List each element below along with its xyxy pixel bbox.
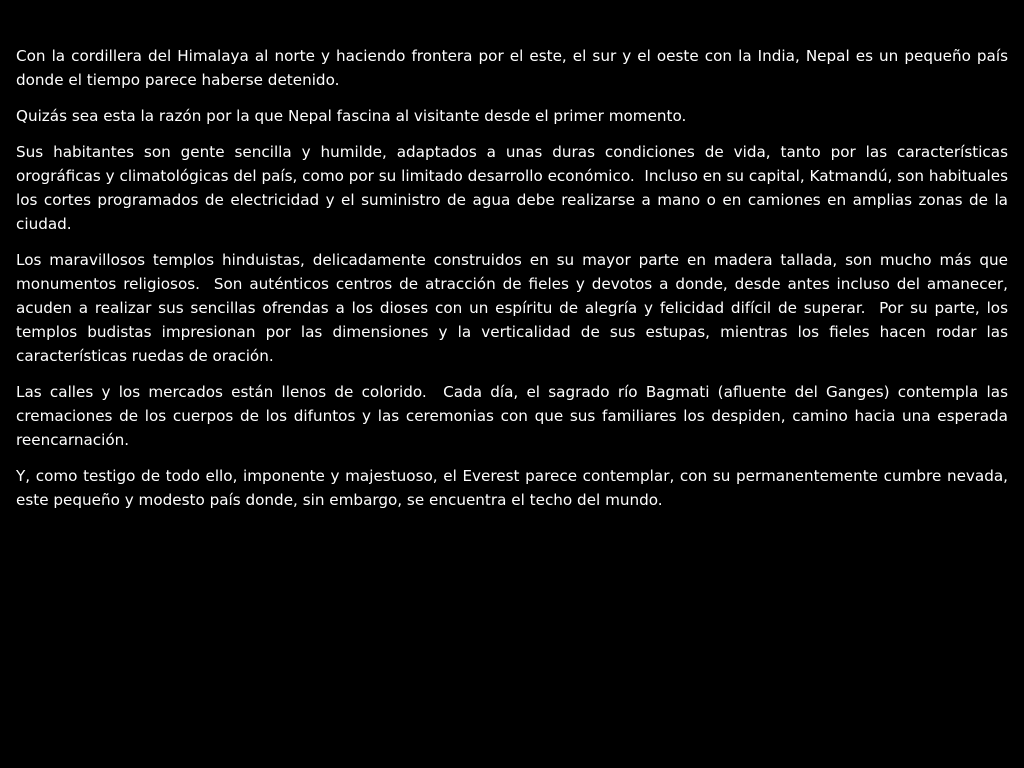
paragraph-intro: Con la cordillera del Himalaya al norte y haciendo frontera por el este, el sur y el oeste con la India, Nepal es un pequeño país donde el tiempo parece haberse detenido.	[16, 47, 1013, 89]
paragraph-inhabitants: Sus habitantes son gente sencilla y humilde, adaptados a unas duras condiciones de vida, tanto por las características orográficas y climatológicas del país, como por su limitado desarrollo económico. Incluso en su capital, Katmandú, son habituales los cortes programados de electricidad y el suministro de agua debe realizarse a mano o en camiones en amplias zonas de la ciudad.	[16, 143, 1013, 233]
paragraph-temples: Los maravillosos templos hinduistas, delicadamente construidos en su mayor parte en madera tallada, son mucho más que monumentos religiosos. Son auténticos centros de atracción de fieles y devotos a donde, desde antes incluso del amanecer, acuden a realizar sus sencillas ofrendas a los dioses con un espíritu de alegría y felicidad difícil de superar. Por su parte, los templos budistas impresionan por las dimensiones y la verticalidad de sus estupas, mientras los fieles hacen rodar las características ruedas de oración.	[16, 251, 1013, 365]
paragraph-fascination: Quizás sea esta la razón por la que Nepal fascina al visitante desde el primer momento.	[16, 107, 687, 125]
paragraph-everest: Y, como testigo de todo ello, imponente y majestuoso, el Everest parece contemplar, con su permanentemente cumbre nevada, este pequeño y modesto país donde, sin embargo, se encuentra el techo del mundo.	[16, 467, 1013, 509]
paragraph-streets: Las calles y los mercados están llenos de colorido. Cada día, el sagrado río Bagmati (afluente del Ganges) contempla las cremaciones de los cuerpos de los difuntos y las ceremonias con que sus familiares los despiden, camino hacia una esperada reencarnación.	[16, 383, 1013, 449]
